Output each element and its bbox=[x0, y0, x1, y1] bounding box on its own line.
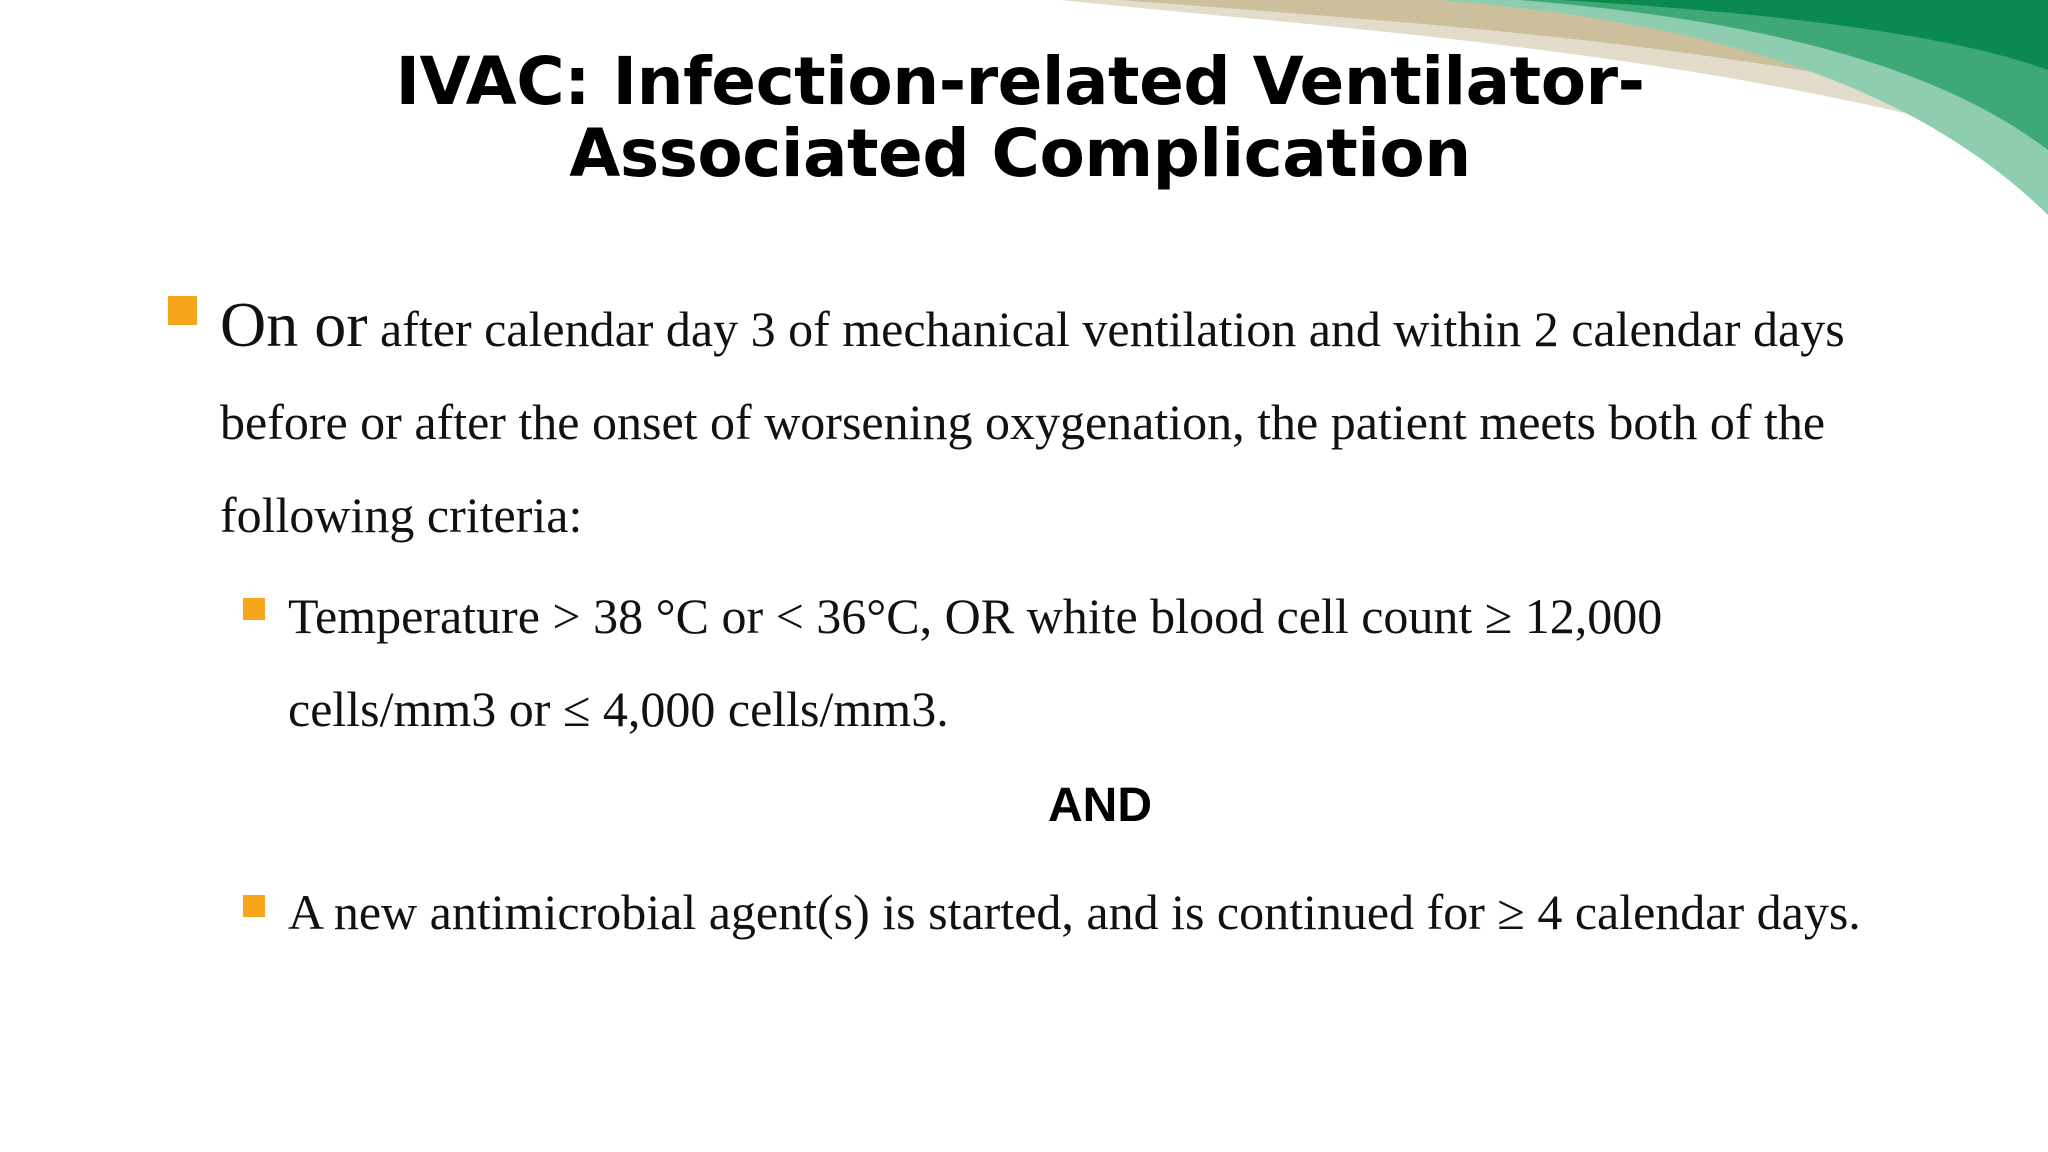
bullet-main-lead: On or bbox=[220, 289, 368, 360]
connector-and: AND bbox=[1048, 779, 1152, 832]
slide-title bbox=[200, 43, 1840, 192]
bullet-main-body: after calendar day 3 of mechanical ventilation and within 2 calendar days before or after the onset of worsening oxygenation, the patient meets both of the following criteria: bbox=[220, 301, 1845, 543]
title-line-1: IVAC: Infection-related Ventilator- bbox=[395, 43, 1645, 120]
sub-bullet-square-icon bbox=[243, 598, 265, 620]
sub-bullet-antimicrobial-text: A new antimicrobial agent(s) is started, and is continued for ≥ 4 calendar days. bbox=[288, 884, 1861, 940]
title-line-2: Associated Complication bbox=[569, 115, 1471, 192]
sub-bullet-square-icon bbox=[243, 895, 265, 917]
bullet-main-text bbox=[220, 278, 1940, 562]
bullet-square-icon bbox=[168, 296, 197, 325]
sub-bullet-temperature-text: Temperature > 38 °C or < 36°C, OR white blood cell count ≥ 12,000 cells/mm3 or ≤ 4,000 cells/mm3. bbox=[288, 588, 1663, 737]
